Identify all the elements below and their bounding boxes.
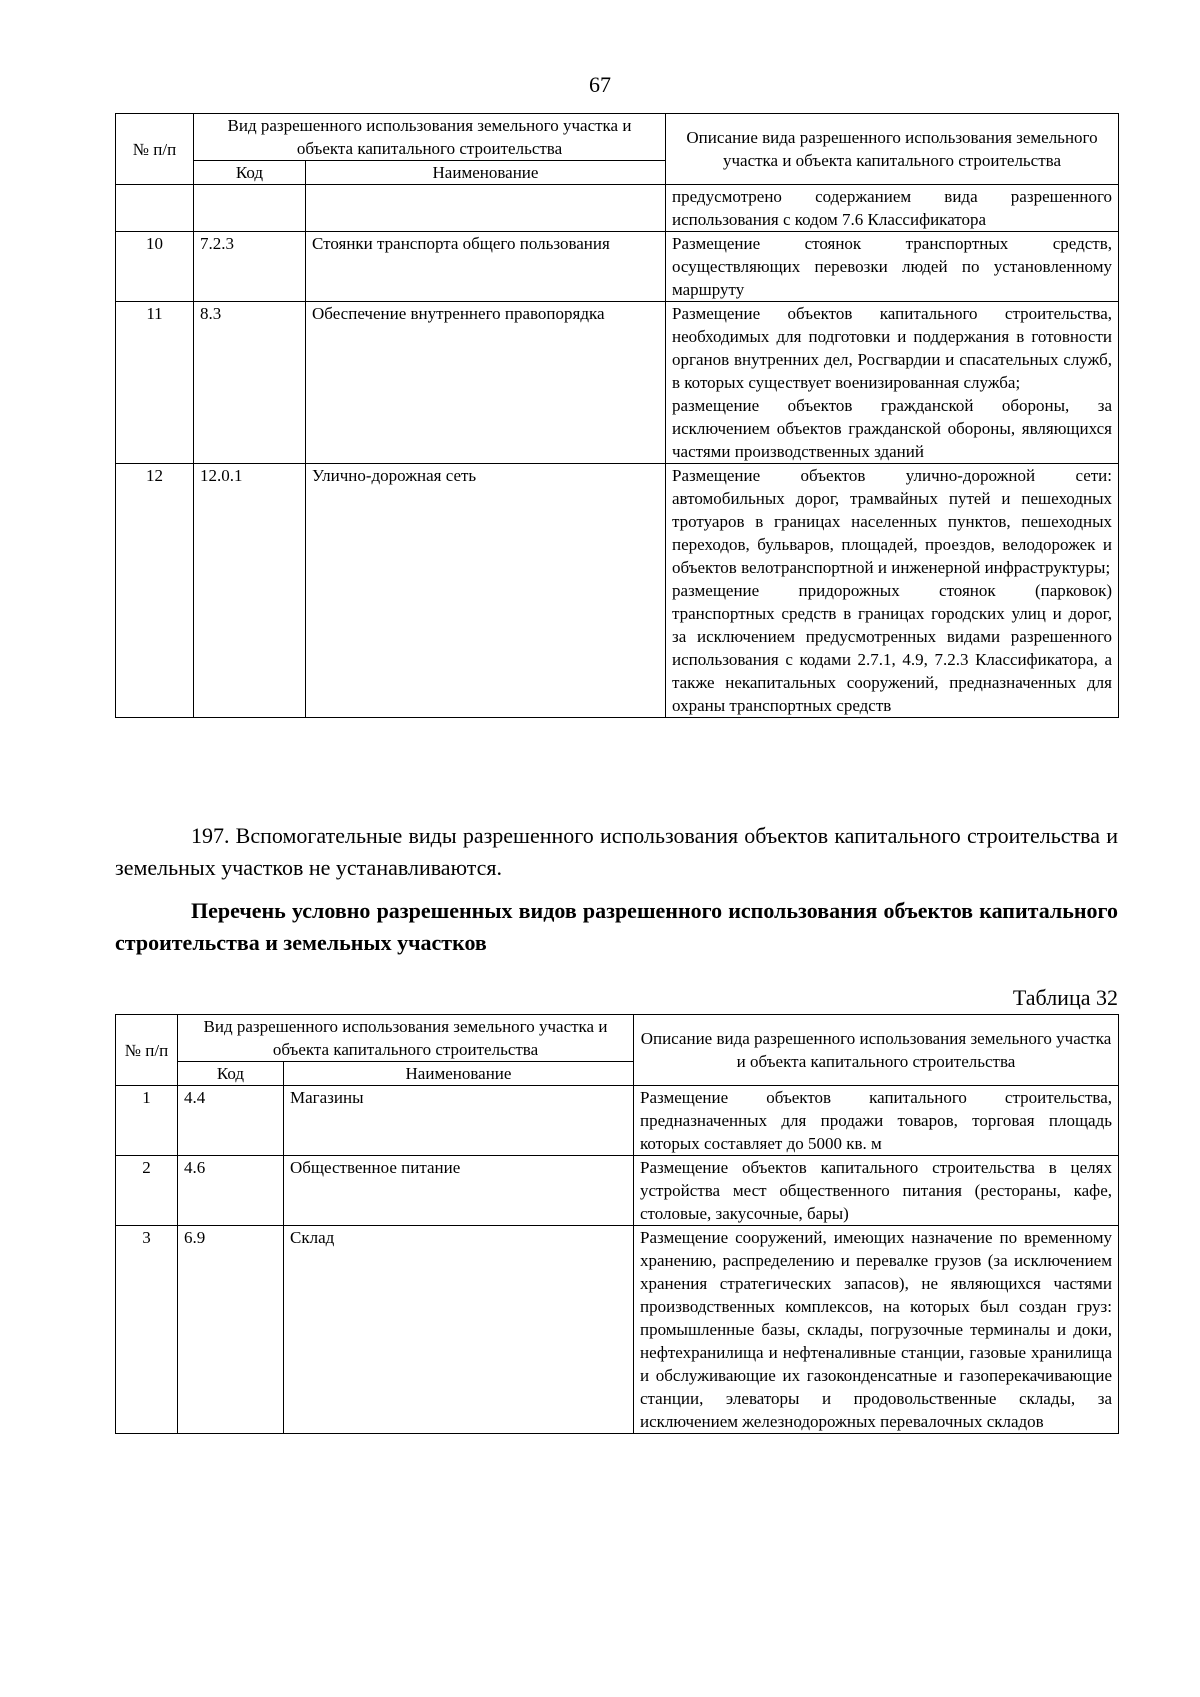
paragraph-197: 197. Вспомогательные виды разрешенного использования объектов капитального строительства и земельных участков не устанавливаются. <box>115 823 1118 880</box>
cell-number: 11 <box>116 302 194 464</box>
cell-description: предусмотрено содержанием вида разрешенного использования с кодом 7.6 Классификатора <box>666 185 1119 232</box>
cell-code: 12.0.1 <box>194 464 306 718</box>
cell-description: Размещение объектов капитального строительства в целях устройства мест общественного питания (рестораны, кафе, столовые, закусочные, бары) <box>634 1156 1119 1226</box>
description-paragraph: размещение придорожных стоянок (парковок) транспортных средств в границах городских улиц и дорог, за исключением предусмотренных видами разрешенного использования с кодами 2.7.1, 4.9, 7.2.3 Классификатора, а также некапитальных сооружений, предназначенных для охраны транспортных средств <box>672 581 1112 715</box>
header-description: Описание вида разрешенного использования земельного участка и объекта капитального строительства <box>634 1015 1119 1086</box>
cell-description: Размещение объектов капитального строительства, предназначенных для продажи товаров, торговая площадь которых составляет до 5000 кв. м <box>634 1086 1119 1156</box>
header-number: № п/п <box>116 114 194 185</box>
header-use-type: Вид разрешенного использования земельного участка и объекта капитального строительства <box>178 1015 634 1062</box>
header-number: № п/п <box>116 1015 178 1086</box>
description-paragraph: Размещение объектов капитального строительства, необходимых для подготовки и поддержания в готовности органов внутренних дел, Росгвардии и спасательных служб, в которых существует военизированная служба; <box>672 304 1112 392</box>
cell-name: Магазины <box>284 1086 634 1156</box>
cell-number: 2 <box>116 1156 178 1226</box>
table-row <box>116 302 1119 464</box>
table-row <box>116 1226 1119 1434</box>
cell-name <box>306 185 666 232</box>
cell-description: Размещение сооружений, имеющих назначение по временному хранению, распределению и перевалке грузов (за исключением хранения стратегических запасов), не являющихся частями производственных комплексов, на которых был создан груз: промышленные базы, склады, погрузочные терминалы и доки, нефтехранилища и нефтеналивные станции, газовые хранилища и обслуживающие их газоконденсатные и газоперекачивающие станции, элеваторы и продовольственные склады, за исключением железнодорожных перевалочных складов <box>634 1226 1119 1434</box>
cell-name: Стоянки транспорта общего пользования <box>306 232 666 302</box>
cell-number <box>116 185 194 232</box>
description-paragraph: Размещение объектов улично-дорожной сети: автомобильных дорог, трамвайных путей и пешеходных тротуаров в границах населенных пунктов, пешеходных переходов, бульваров, площадей, проездов, велодорожек и объектов велотранспортной и инженерной инфраструктуры; <box>672 466 1112 577</box>
land-use-table-continued <box>115 113 1119 718</box>
header-use-type: Вид разрешенного использования земельного участка и объекта капитального строительства <box>194 114 666 161</box>
cell-name: Склад <box>284 1226 634 1434</box>
cell-code: 4.4 <box>178 1086 284 1156</box>
cell-description <box>666 464 1119 718</box>
cell-number: 1 <box>116 1086 178 1156</box>
cell-code <box>194 185 306 232</box>
header-description: Описание вида разрешенного использования земельного участка и объекта капитального строительства <box>666 114 1119 185</box>
page-number: 67 <box>589 72 611 97</box>
cell-description: Размещение стоянок транспортных средств, осуществляющих перевозки людей по установленному маршруту <box>666 232 1119 302</box>
conditional-use-table <box>115 1014 1119 1434</box>
header-name: Наименование <box>306 161 666 185</box>
table-row <box>116 1156 1119 1226</box>
cell-code: 6.9 <box>178 1226 284 1434</box>
cell-code: 7.2.3 <box>194 232 306 302</box>
description-paragraph: размещение объектов гражданской обороны, за исключением объектов гражданской обороны, являющихся частями производственных зданий <box>672 396 1112 461</box>
table-row <box>116 464 1119 718</box>
header-code: Код <box>194 161 306 185</box>
header-code: Код <box>178 1062 284 1086</box>
cell-number: 12 <box>116 464 194 718</box>
cell-code: 8.3 <box>194 302 306 464</box>
table-row <box>116 232 1119 302</box>
cell-name: Общественное питание <box>284 1156 634 1226</box>
header-name: Наименование <box>284 1062 634 1086</box>
cell-description <box>666 302 1119 464</box>
cell-code: 4.6 <box>178 1156 284 1226</box>
table-row <box>116 1086 1119 1156</box>
cell-name: Улично-дорожная сеть <box>306 464 666 718</box>
table-row-continuation <box>116 185 1119 232</box>
cell-number: 10 <box>116 232 194 302</box>
cell-number: 3 <box>116 1226 178 1434</box>
cell-name: Обеспечение внутреннего правопорядка <box>306 302 666 464</box>
table-caption: Таблица 32 <box>1012 985 1118 1010</box>
section-heading: Перечень условно разрешенных видов разрешенного использования объектов капитального строительства и земельных участков <box>115 898 1118 955</box>
